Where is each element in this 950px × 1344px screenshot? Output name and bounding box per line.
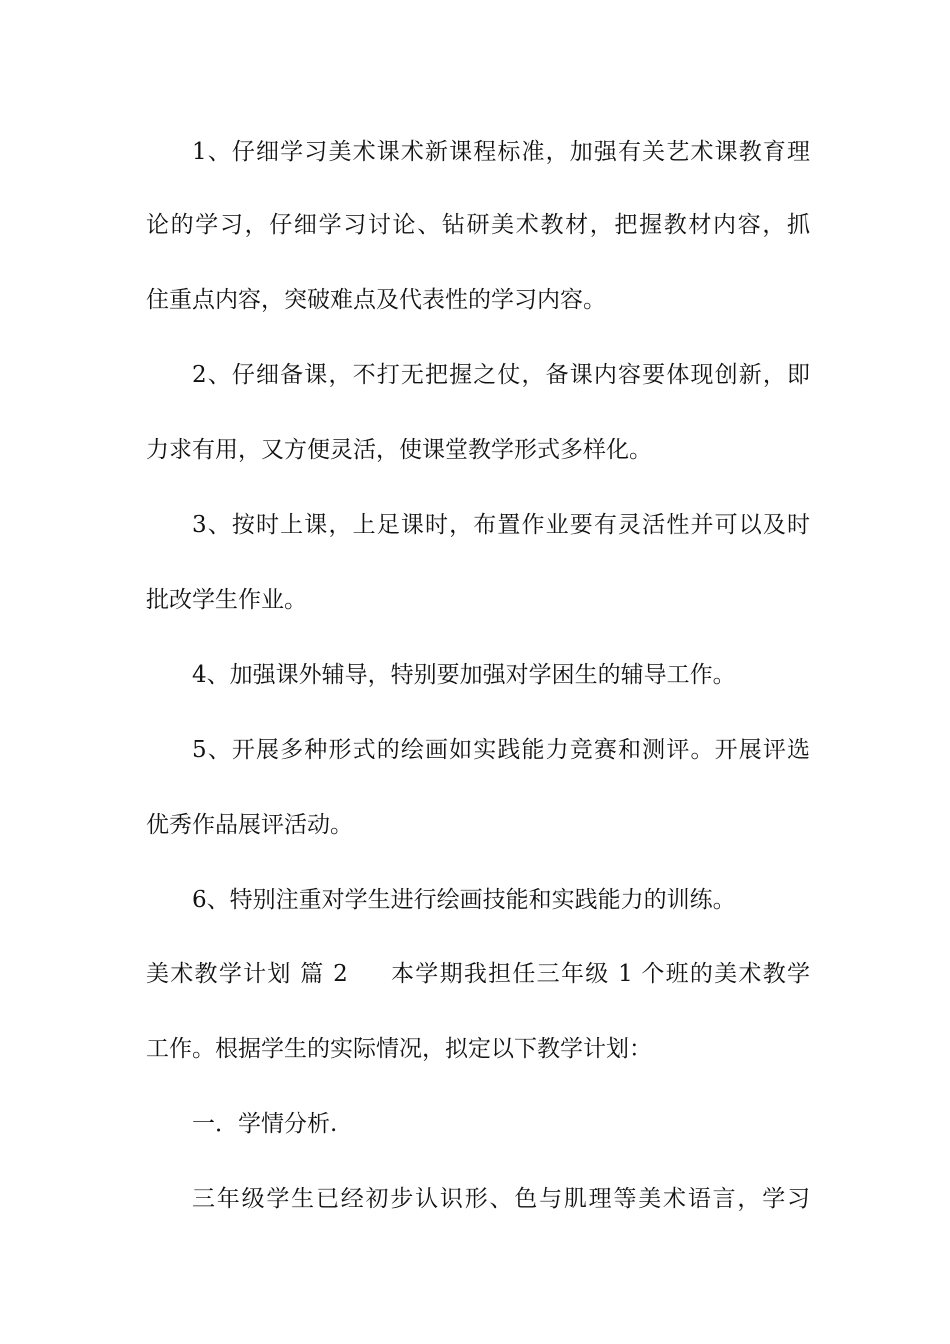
section-heading-line <box>146 954 810 994</box>
paragraph-line-15: 三年级学生已经初步认识形、色与肌理等美术语言，学习 <box>192 1186 810 1212</box>
paragraph-line-3: 住重点内容，突破难点及代表性的学习内容。 <box>146 287 606 313</box>
paragraph-line-2: 论的学习，仔细学习讨论、钻研美术教材，把握教材内容，抓 <box>146 212 810 238</box>
paragraph-line-8: 4、加强课外辅导，特别要加强对学困生的辅导工作。 <box>192 662 736 688</box>
section-heading-continuation: 本学期我担任三年级 1 个班的美术教学 <box>389 961 810 987</box>
paragraph-line-6: 3、按时上课，上足课时，布置作业要有灵活性并可以及时 <box>192 512 810 538</box>
paragraph-line-5: 力求有用，又方便灵活，使课堂教学形式多样化。 <box>146 437 652 463</box>
paragraph-line-9: 5、开展多种形式的绘画如实践能力竞赛和测评。开展评选 <box>192 737 810 763</box>
paragraph-line-4: 2、仔细备课，不打无把握之仗，备课内容要体现创新，即 <box>192 362 810 388</box>
paragraph-line-7: 批改学生作业。 <box>146 587 307 613</box>
paragraph-line-1: 1、仔细学习美术课术新课程标准，加强有关艺术课教育理 <box>192 139 810 165</box>
subheading-learning-analysis: 一．学情分析. <box>192 1111 338 1137</box>
paragraph-line-11: 6、特别注重对学生进行绘画技能和实践能力的训练。 <box>192 887 736 913</box>
section-heading: 美术教学计划 篇 2 <box>146 961 348 987</box>
paragraph-line-13: 工作。根据学生的实际情况，拟定以下教学计划： <box>146 1036 652 1062</box>
paragraph-line-10: 优秀作品展评活动。 <box>146 812 353 838</box>
